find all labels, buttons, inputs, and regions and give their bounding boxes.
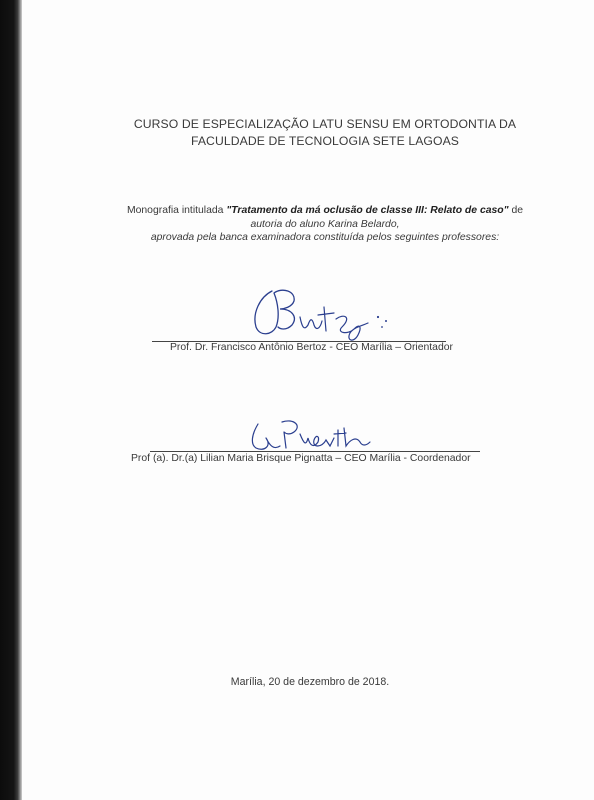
monograph-line-2: autoria do aluno Karina Belardo, [250,218,400,230]
signatory-2-name: Prof (a). Dr.(a) Lilian Maria Brisque Pignatta – CEO Marília - Coordenador [131,453,471,464]
monograph-line-3: aprovada pela banca examinadora constituída pelos seguintes professores: [150,232,500,243]
monograph-line-1 [90,204,560,218]
signature-line-2 [150,451,480,452]
signature-bertoz [238,283,408,345]
scan-edge-shadow [0,0,22,800]
document-title [110,116,540,150]
monograph-prefix: Monografia intitulada [126,205,227,216]
signatory-1-name: Prof. Dr. Francisco Antônio Bertoz - CEO Marília – Orientador [170,342,453,353]
monograph-suffix: de [508,205,524,216]
date-place: Marília, 20 de dezembro de 2018. [230,676,390,688]
title-line-2: FACULDADE DE TECNOLOGIA SETE LAGOAS [190,134,460,148]
monograph-approval-text [90,204,560,245]
monograph-work-title: "Tratamento da má oclusão de classe III: Relato de caso" [226,205,509,216]
title-line-1: CURSO DE ESPECIALIZAÇÃO LATU SENSU EM ORTODONTIA DA [133,117,517,131]
